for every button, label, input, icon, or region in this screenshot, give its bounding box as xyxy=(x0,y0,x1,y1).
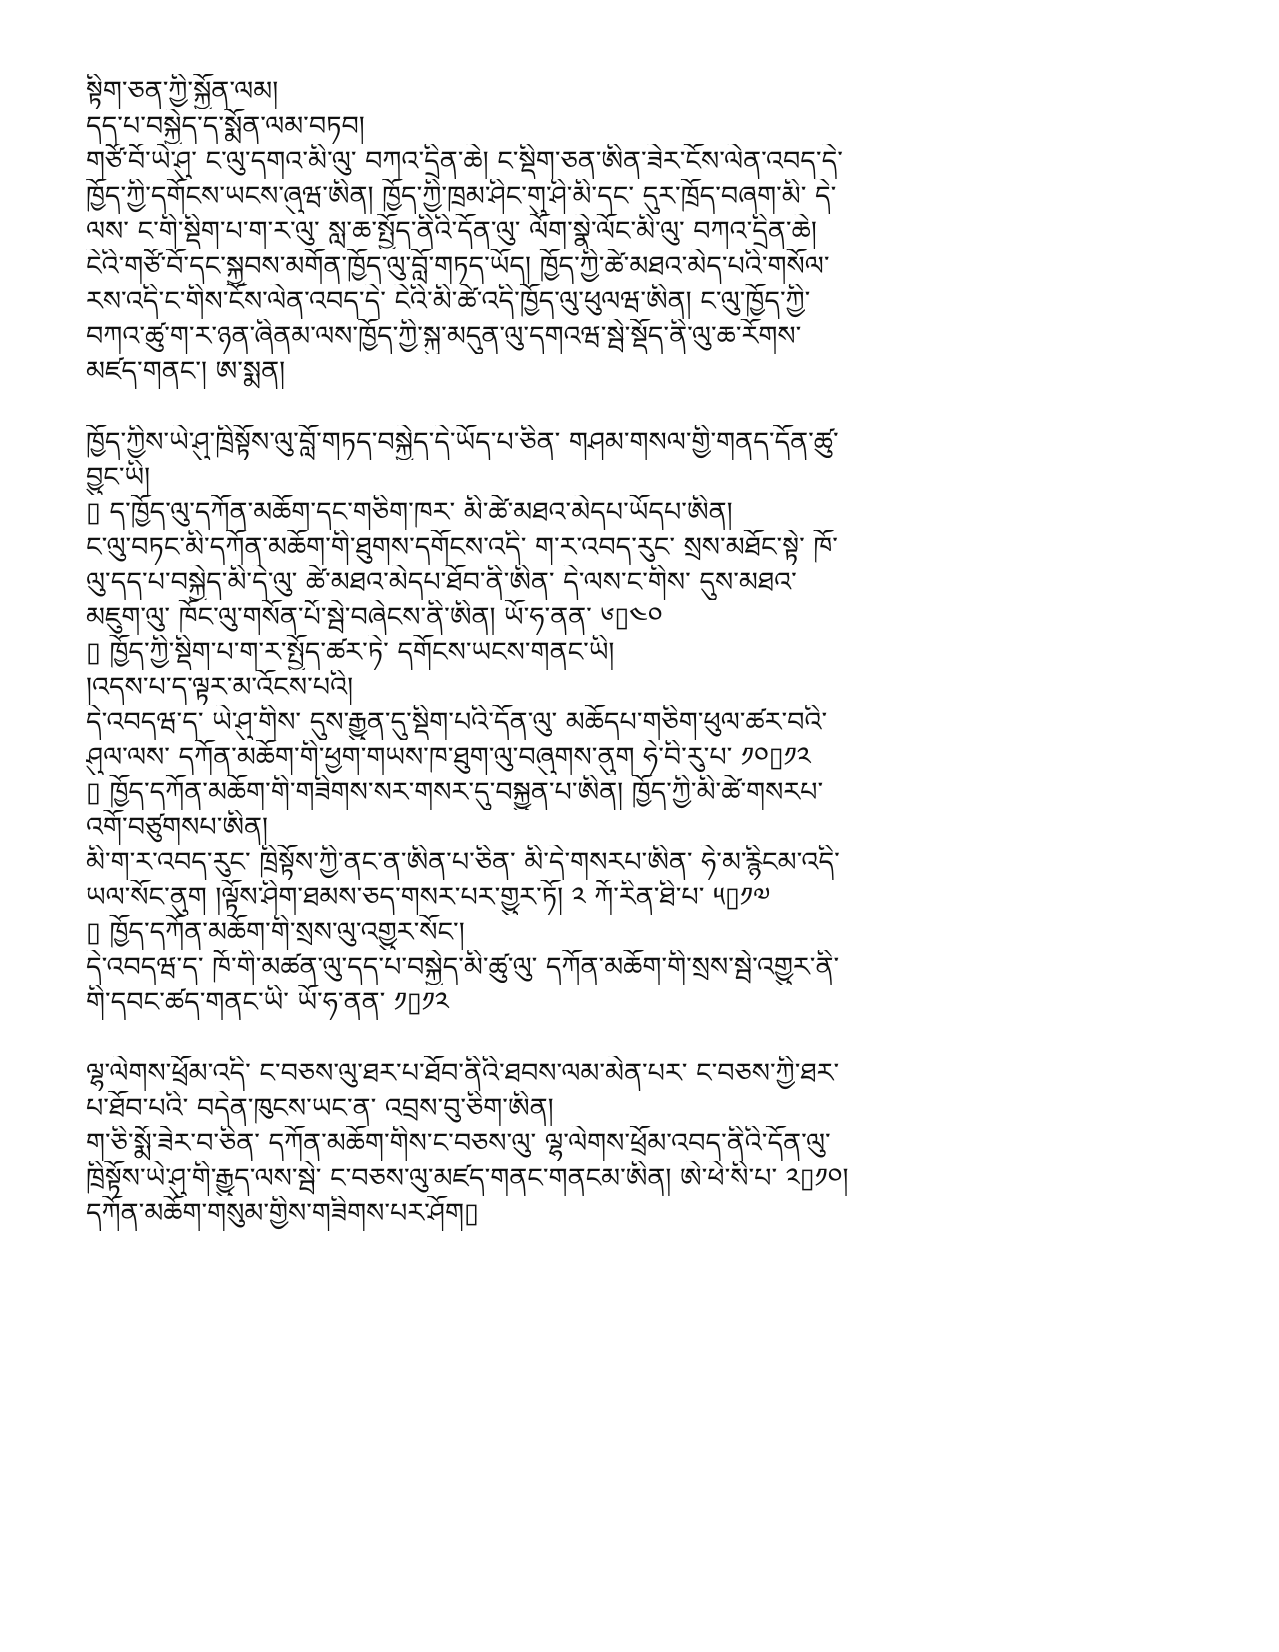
text-line: ལུ་དད་པ་བསྐྱེད་མི་དེ་ལུ་ ཚེ་མཐའ་མེདཔ་ཐོབ་ནི་ཨིན་ དེ་ལས་ང་གིས་ དུས་མཐའ་ xyxy=(86,567,797,598)
text-line: བཀའ་ཚུ་ག་ར་ཉན་ཞིནམ་ལས་ཁྱོད་ཀྱི་སྐུ་མདུན་ལུ་དགའཝ་སྦེ་སྡོད་ནི་ལུ་ཆ་རོགས་ xyxy=(86,321,802,352)
text-line: རས་འདི་ང་གིས་ངོས་ལེན་འབད་དེ་ ངེའི་མི་ཚེ་འདི་ཁྱོད་ལུ་ཕུལཝ་ཨིན། ང་ལུ་ཁྱོད་ཀྱི་ xyxy=(86,286,811,317)
bullet-line: ▯ ཁྱོད་དཀོན་མཆོག་གི་སྲས་ལུ་འགྱུར་སོང་། xyxy=(86,917,465,948)
text-line: ལས་ ང་གི་སྡིག་པ་ག་ར་ལུ་ སླ་ཆ་སྤྱོད་ནིའི་དོན་ལུ་ ལོག་སྣེ་ལོང་མི་ལུ་ བཀའ་དྲིན་ཆེ། xyxy=(86,216,817,247)
text-line: པ་ཐོབ་པའི་ བདེན་ཁུངས་ཡང་ན་ འབྲས་བུ་ཅིག་ཨིན། xyxy=(86,1093,554,1124)
text-line: ག་ཅི་སྨོ་ཟེར་བ་ཅིན་ དཀོན་མཆོག་གིས་ང་བཅས་ལུ་ ལྷ་ལེགས་ཕྲོམ་འབད་ནིའི་དོན་ལུ་ xyxy=(86,1128,831,1159)
text-line: མི་ག་ར་འབད་རུང་ ཁྲིསྟོས་ཀྱི་ནང་ན་ཨིན་པ་ཅིན་ མི་དེ་གསརཔ་ཨིན་ ཧེ་མ་རྙིངམ་འདི་ xyxy=(86,847,840,878)
text-line: ཁྱོད་ཀྱི་དགོངས་ཡངས་ཞུཝ་ཨིན། ཁྱོད་ཀྱི་ཁྲམ་ཤིང་གུ་ཤི་མི་དང་ དུར་ཁྲོད་བཞག་མི་ དེ་ xyxy=(86,181,837,212)
closing-line: དཀོན་མཆོག་གསུམ་གྱིས་གཟིགས་པར་ཤོག▯ xyxy=(86,1198,479,1229)
text-line: མཛད་གནང་། ཨ་སྨན། xyxy=(86,356,286,387)
text-line: དེ་འབདཝ་ད་ ཁོ་གི་མཚན་ལུ་དད་པ་བསྐྱེད་མི་ཚུ་ལུ་ དཀོན་མཆོག་གི་སྲས་སྦེ་འགྱུར་ནི་ xyxy=(86,952,840,983)
text-line: །འདས་པ་ད་ལྟར་མ་འོངས་པའི། xyxy=(86,672,354,703)
text-line: ང་ལུ་བཏང་མི་དཀོན་མཆོག་གི་ཐུགས་དགོངས་འདི་ ག་ར་འབད་རུང་ སྲས་མཐོང་སྟེ་ ཁོ་ xyxy=(86,532,838,563)
text-line: ཁྱོད་ཀྱིས་ཡེ་ཤུ་ཁྲིསྟོས་ལུ་བློ་གཏད་བསྐྱེད་དེ་ཡོད་པ་ཅིན་ གཤམ་གསལ་གྱི་གནད་དོན་ཚུ་ xyxy=(86,427,839,458)
verse-reference-line: མཇུག་ལུ་ ཁོང་ལུ་གསོན་པོ་སྦེ་བཞེངས་ནི་ཨིན། ཡོ་ཧ་ནན་ ༦▯༤༠ xyxy=(86,602,663,633)
document-page xyxy=(86,74,1196,1267)
text-line: འགོ་བཙུགསཔ་ཨིན། xyxy=(86,812,269,843)
bullet-line: ▯ ཁྱོད་ཀྱི་སྡིག་པ་ག་ར་སྤྱོད་ཚར་ཏེ་ དགོངས་ཡངས་གནང་ཡི། xyxy=(86,637,615,668)
text-line: ངེའི་གཙོ་བོ་དང་སྐྱབས་མགོན་ཁྱོད་ལུ་བློ་གཏད་ཡོད། ཁྱོད་ཀྱི་ཚེ་མཐའ་མེད་པའི་གསོལ་ xyxy=(86,251,830,282)
text-line: བྱུང་ཡི། xyxy=(86,462,151,493)
prayer-subtitle: དད་པ་བསྐྱེད་ད་སྨོན་ལམ་བཏབ། xyxy=(86,111,365,142)
verse-reference-line: ཁྲིསྟོས་ཡེ་ཤུ་གི་རྒྱུད་ལས་སྦེ་ ང་བཅས་ལུ་མཛད་གནང་གནངམ་ཨིན། ཨེ་ཕེ་སི་པ་ ༢▯༡༠། xyxy=(86,1163,849,1194)
verse-reference-line: ཡལ་སོང་ནུག །ལྟོས་ཤིག་ཐམས་ཅད་གསར་པར་གྱུར་ཏོ། ༢ ཀོ་རིན་ཐི་པ་ ༥▯༡༧ xyxy=(86,882,771,913)
verse-reference-line: གི་དབང་ཚད་གནང་ཡི་ ཡོ་ཧ་ནན་ ༡▯༡༢ xyxy=(86,987,449,1018)
promises-paragraph xyxy=(86,425,1196,1020)
grace-paragraph xyxy=(86,1056,1196,1231)
bullet-line: ▯ ད་ཁྱོད་ལུ་དཀོན་མཆོག་དང་གཅིག་ཁར་ མི་ཚེ་མཐའ་མེདཔ་ཡོདཔ་ཨིན། xyxy=(86,497,733,528)
text-line: གཙོ་བོ་ཡེ་ཤུ་ ང་ལུ་དགའ་མི་ལུ་ བཀའ་དྲིན་ཆེ། ང་སྡིག་ཅན་ཨིན་ཟེར་ངོས་ལེན་འབད་དེ་ xyxy=(86,146,843,177)
text-line: ལྷ་ལེགས་ཕྲོམ་འདི་ ང་བཅས་ལུ་ཐར་པ་ཐོབ་ནིའི་ཐབས་ལམ་མེན་པར་ ང་བཅས་ཀྱི་ཐར་ xyxy=(86,1058,840,1089)
bullet-line: ▯ ཁྱོད་དཀོན་མཆོག་གི་གཟིགས་སར་གསར་དུ་བསྐྱུན་པ་ཨིན། ཁྱོད་ཀྱི་མི་ཚེ་གསརཔ་ xyxy=(86,777,824,808)
text-line: དེ་འབདཝ་ད་ ཡེ་ཤུ་གིས་ དུས་རྒྱུན་དུ་སྡིག་པའི་དོན་ལུ་ མཆོདཔ་གཅིག་ཕུལ་ཚར་བའི་ xyxy=(86,707,828,738)
prayer-title: སྟིག་ཅན་ཀྱི་སྐྱོན་ལམ། xyxy=(86,76,279,107)
verse-reference-line: ཤུལ་ལས་ དཀོན་མཆོག་གི་ཕྱག་གཡས་ཁ་ཐུག་ལུ་བཞུགས་ནུག ཧེ་བི་རུ་པ་ ༡༠▯༡༢ xyxy=(86,742,811,773)
prayer-paragraph xyxy=(86,74,1196,389)
